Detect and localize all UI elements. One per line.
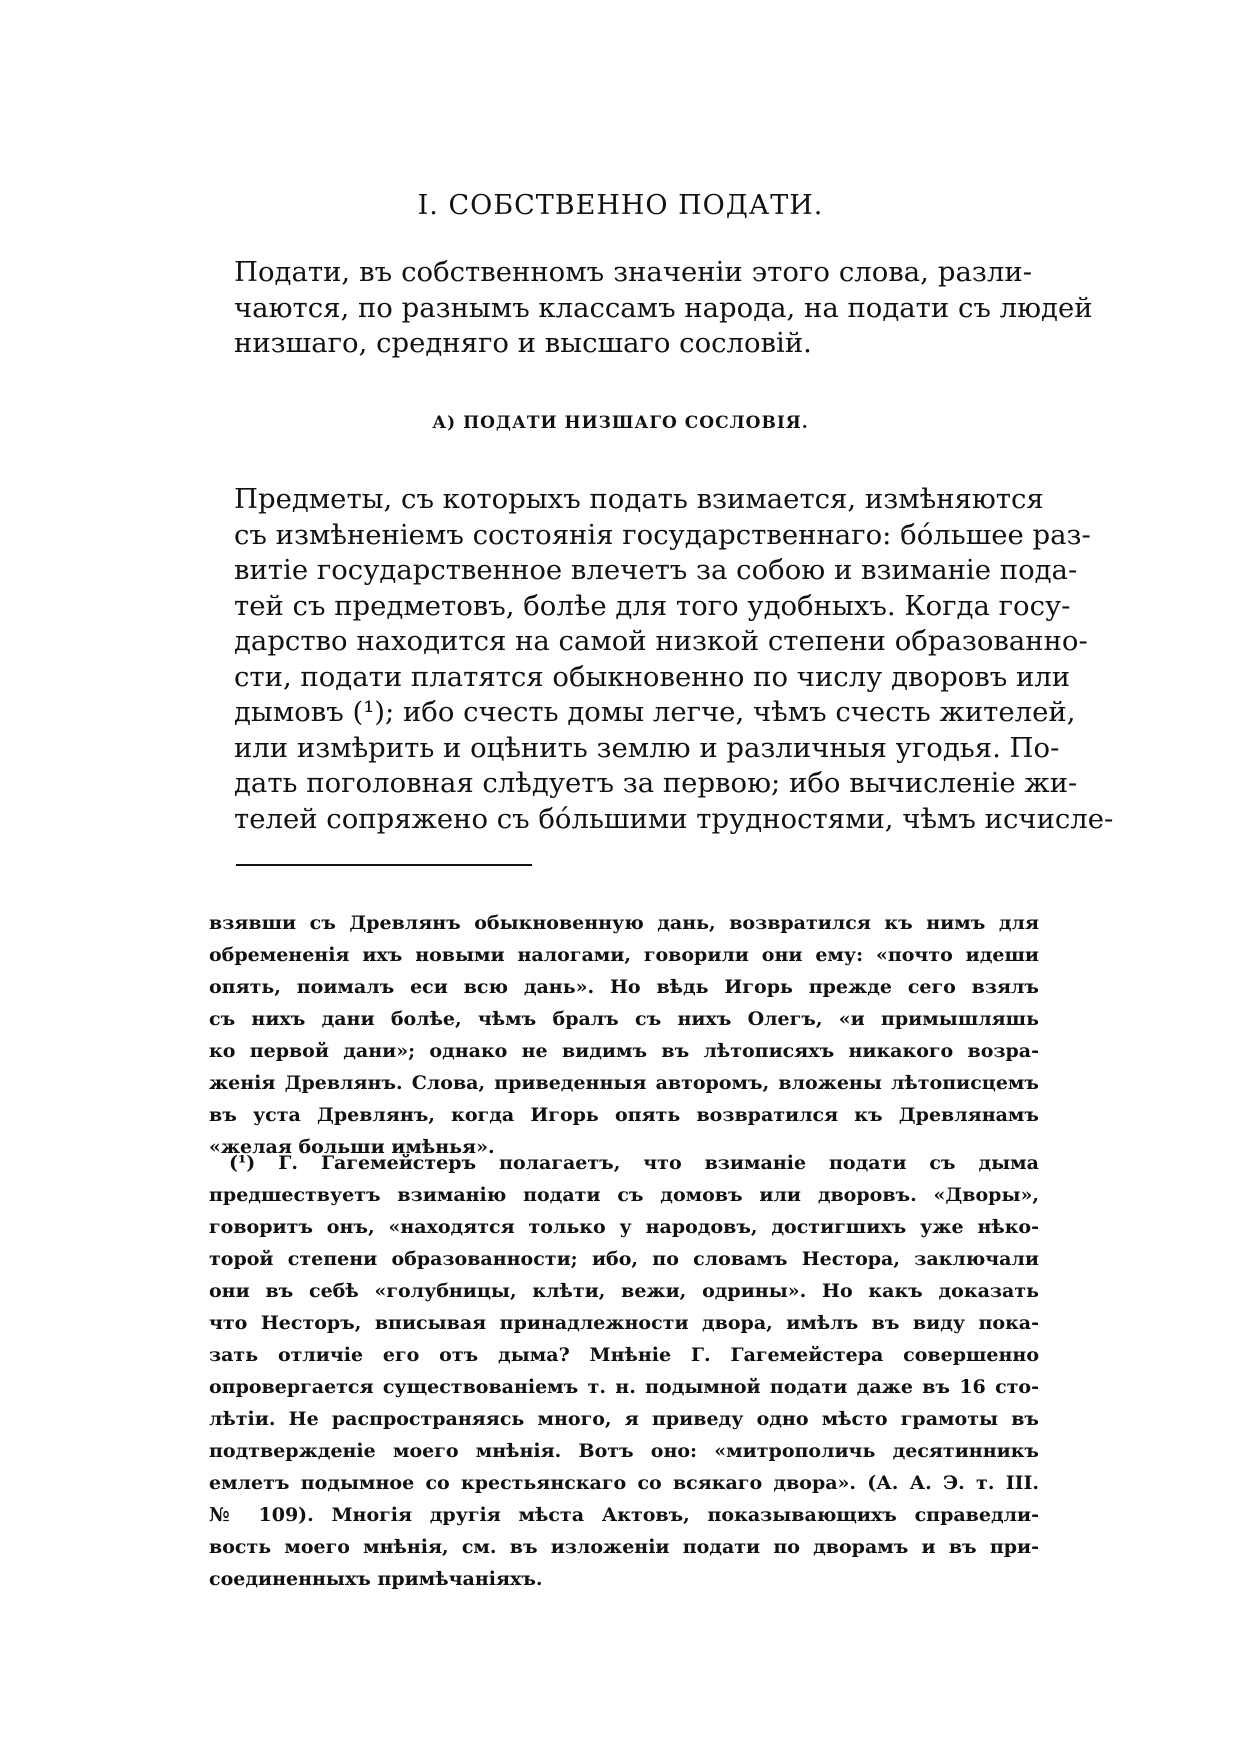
footnote-line: говоритъ онъ, «находятся только у народовъ, достигшихъ уже нѣко-	[209, 1216, 1039, 1238]
footnote-line: торой степени образованности; ибо, по словамъ Нестора, заключали	[209, 1248, 1039, 1270]
subsection-heading: А) ПОДАТИ НИЗШАГО СОСЛОВIЯ.	[432, 413, 809, 433]
section-heading: I. СОБСТВЕННО ПОДАТИ.	[417, 190, 824, 221]
footnote-line: вость моего мнѣнiя, см. въ изложенiи подати по дворамъ и въ при-	[209, 1536, 1039, 1558]
footnote-line: ко первой дани»; однако не видимъ въ лѣтописяхъ никакого возра-	[209, 1040, 1039, 1062]
footnote-line: № 109). Многiя другiя мѣста Актовъ, показывающихъ справедли-	[209, 1504, 1039, 1526]
body-paragraph	[234, 482, 1114, 837]
text-line: Предметы, съ которыхъ подать взимается, измѣняются	[234, 483, 1044, 515]
footnote-separator	[236, 864, 532, 866]
footnote-line: «желая больши имѣнья».	[209, 1136, 495, 1158]
footnote-1	[209, 1147, 1039, 1595]
footnote-line: опровергается существованiемъ т. н. подымной подати даже въ 16 сто-	[209, 1376, 1039, 1398]
footnote-line: взявши съ Древлянъ обыкновенную дань, возвратился къ нимъ для	[209, 912, 1039, 934]
text-line: тей съ предметовъ, болѣе для того удобныхъ. Когда госу-	[234, 589, 1071, 622]
footnote-line: (¹) Г. Гагемейстеръ полагаетъ, что взиманiе подати съ дыма	[229, 1152, 1039, 1174]
text-line: или измѣрить и оцѣнить землю и различныя угодья. По-	[234, 731, 1060, 764]
footnote-line: опять, поималъ еси всю дань». Но вѣдь Игорь прежде сего взялъ	[209, 976, 1039, 998]
intro-paragraph	[234, 255, 1093, 362]
footnote-line: съ нихъ дани болѣе, чѣмъ бралъ съ нихъ Олегъ, «и примышляшь	[209, 1008, 1039, 1030]
footnote-line: подтвержденiе моего мнѣнiя. Вотъ оно: «митрополичь десятинникъ	[209, 1440, 1039, 1462]
footnote-line: въ уста Древлянъ, когда Игорь опять возвратился къ Древлянамъ	[209, 1104, 1039, 1126]
footnote-line: лѣтiи. Не распространяясь много, я приведу одно мѣсто грамоты въ	[209, 1408, 1039, 1430]
text-line: телей сопряжено съ бóльшими трудностями, чѣмъ исчисле-	[234, 802, 1114, 835]
text-line: дать поголовная слѣдуетъ за первою; ибо вычисленiе жи-	[234, 767, 1078, 799]
text-line: чаются, по разнымъ классамъ народа, на подати съ людей	[234, 291, 1093, 324]
text-line: витiе государственное влечетъ за собою и взиманiе пода-	[234, 554, 1078, 586]
text-line: Подати, въ собственномъ значенiи этого слова, разли-	[234, 256, 1032, 288]
footnote-line: обремененiя ихъ новыми налогами, говорили они ему: «почто идеши	[209, 944, 1039, 966]
footnote-line: что Несторъ, вписывая принадлежности двора, имѣлъ въ виду пока-	[209, 1312, 1039, 1334]
text-line: сти, подати платятся обыкновенно по числу дворовъ или	[234, 660, 1071, 693]
footnote-line: емлетъ подымное со крестьянскаго со всякаго двора». (А. А. Э. т. III.	[209, 1472, 1039, 1494]
text-line: низшаго, средняго и высшаго сословiй.	[234, 327, 812, 359]
footnote-line: предшествуетъ взиманiю подати съ домовъ или дворовъ. «Дворы»,	[209, 1184, 1039, 1206]
text-line: дарство находится на самой низкой степени образованно-	[234, 625, 1088, 657]
footnote-line: зать отличiе его отъ дыма? Мнѣнiе Г. Гагемейстера совершенно	[209, 1344, 1039, 1366]
footnote-line: соединенныхъ примѣчанiяхъ.	[209, 1568, 543, 1590]
text-line: дымовъ (¹); ибо счесть домы легче, чѣмъ счесть жителей,	[234, 696, 1076, 728]
footnote-continuation	[209, 907, 1039, 1163]
footnote-line: они въ себѣ «голубницы, клѣти, вежи, одрины». Но какъ доказать	[209, 1280, 1039, 1302]
text-line: съ измѣненiемъ состоянiя государственнаго: бóльшее раз-	[234, 518, 1091, 551]
footnote-line: женiя Древлянъ. Слова, приведенныя авторомъ, вложены лѣтописцемъ	[209, 1072, 1039, 1094]
